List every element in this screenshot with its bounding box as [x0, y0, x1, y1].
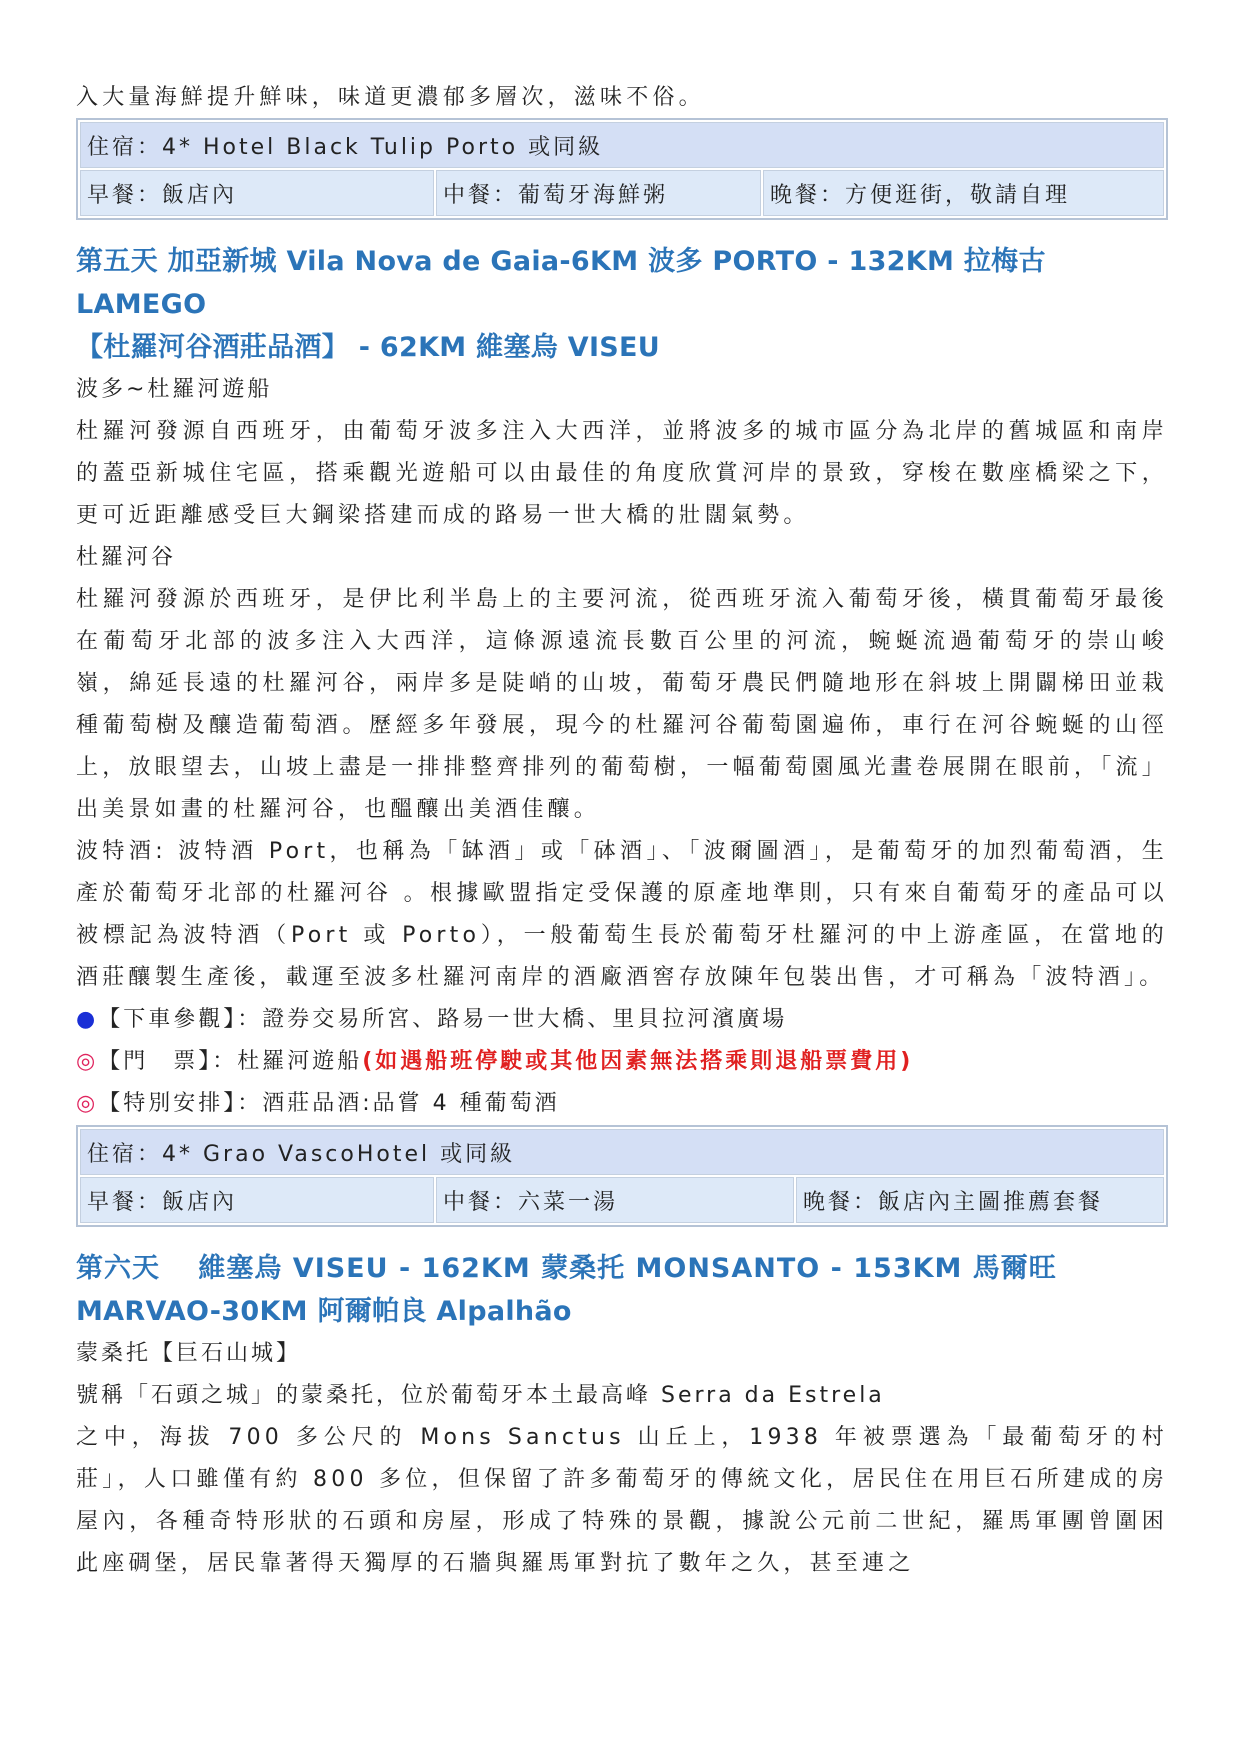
- bullet-ticket-note: (如遇船班停駛或其他因素無法搭乘則退船票費用): [362, 1049, 914, 1074]
- day5-bullet-special: [76, 1083, 1168, 1125]
- day6-text: 之中，海拔 700 多公尺的 Mons Sanctus 山丘上，1938 年被票選為「最葡萄牙的村莊」，人口雖僅有約 800 多位，但保留了許多葡萄牙的傳統文化，居民住在用巨石所建成的房屋內，各種奇特形狀的石頭和房屋，形成了特殊的景觀，據說公元前二世紀，羅馬軍團曾圍困此座碉堡，居民靠著得天獨厚的石牆與羅馬軍對抗了數年之久，甚至連之: [76, 1425, 1168, 1576]
- day5-section1-title: 波多~杜羅河遊船: [76, 377, 273, 402]
- bullet-ticket-text: 【門 票】：杜羅河遊船: [98, 1049, 363, 1074]
- day6-title-line2: MARVAO-30KM 阿爾帕良 Alpalhão: [76, 1296, 572, 1327]
- day5-bullet-visit: [76, 999, 1168, 1041]
- bullet-ring-icon: ◎: [76, 1091, 99, 1116]
- bullet-visit-text: 【下車參觀】：證券交易所宮、路易一世大橋、里貝拉河濱廣場: [98, 1007, 788, 1032]
- bullet-special-text: 【特別安排】：酒莊品酒:品嘗 4 種葡萄酒: [98, 1091, 560, 1116]
- itinerary-page: [76, 78, 1168, 1585]
- bullet-dot-icon: ●: [76, 1007, 99, 1032]
- day5-section2-text: 杜羅河發源於西班牙，是伊比利半島上的主要河流，從西班牙流入葡萄牙後，橫貫葡萄牙最後在葡萄牙北部的波多注入大西洋，這條源遠流長數百公里的河流，蜿蜒流過葡萄牙的崇山峻嶺，綿延長遠的杜羅河谷，兩岸多是陡峭的山坡，葡萄牙農民們隨地形在斜坡上開闢梯田並栽種葡萄樹及釀造葡萄酒。歷經多年發展，現今的杜羅河谷葡萄園遍佈，車行在河谷蜿蜒的山徑上，放眼望去，山坡上盡是一排排整齊排列的葡萄樹，一幅葡萄園風光畫卷展開在眼前，「流」出美景如畫的杜羅河谷，也醞釀出美酒佳釀。: [76, 587, 1168, 822]
- day4-dinner: 晚餐：方便逛街，敬請自理: [763, 170, 1164, 216]
- bullet-ring-icon: ◎: [76, 1049, 99, 1074]
- day6-line-a: 號稱「石頭之城」的蒙桑托，位於葡萄牙本土最高峰 Serra da Estrela: [76, 1383, 885, 1408]
- day4-lunch: 中餐：葡萄牙海鮮粥: [436, 170, 761, 216]
- day5-section2-title: 杜羅河谷: [76, 545, 177, 570]
- intro-line: 入大量海鮮提升鮮味，味道更濃郁多層次，滋味不俗。: [76, 85, 705, 110]
- day6-title-line1: 第六天 維塞烏 VISEU - 162KM 蒙桑托 MONSANTO - 153KM 馬爾旺: [76, 1253, 1057, 1284]
- day5-breakfast: 早餐：飯店內: [80, 1177, 434, 1223]
- day4-accommodation-table: [76, 118, 1168, 220]
- day5-section1-text: 杜羅河發源自西班牙，由葡萄牙波多注入大西洋，並將波多的城市區分為北岸的舊城區和南岸的蓋亞新城住宅區，搭乘觀光遊船可以由最佳的角度欣賞河岸的景致，穿梭在數座橋梁之下，更可近距離感受巨大鋼梁搭建而成的路易一世大橋的壯闊氣勢。: [76, 419, 1168, 528]
- day5-port-text: 波特酒: 波特酒 Port，也稱為「缽酒」或「砵酒」、「波爾圖酒」，是葡萄牙的加烈葡萄酒，生 產於葡萄牙北部的杜羅河谷 。根據歐盟指定受保護的原產地準則，只有來自葡萄牙的產品可以被標記為波特酒（Port 或 Porto），一般葡萄生長於葡萄牙杜羅河的中上游產區，在當地的酒莊釀製生產後，載運至波多杜羅河南岸的酒廠酒窖存放陳年包裝出售，才可稱為「波特酒」。: [76, 839, 1168, 990]
- day6-section-title: 蒙桑托【巨石山城】: [76, 1341, 302, 1366]
- day5-stay: 住宿：4* Grao VascoHotel 或同級: [80, 1129, 1164, 1175]
- day5-title-line2: 【杜羅河谷酒莊品酒】 - 62KM 維塞烏 VISEU: [76, 332, 661, 363]
- day5-bullet-ticket: [76, 1041, 1168, 1083]
- day5-dinner: 晚餐：飯店內主圖推薦套餐: [796, 1177, 1164, 1223]
- day4-stay: 住宿：4* Hotel Black Tulip Porto 或同級: [80, 122, 1164, 168]
- day5-title-line1: 第五天 加亞新城 Vila Nova de Gaia-6KM 波多 PORTO - 132KM 拉梅古 LAMEGO: [76, 246, 1046, 320]
- day5-lunch: 中餐：六菜一湯: [436, 1177, 794, 1223]
- day5-accommodation-table: [76, 1125, 1168, 1227]
- day4-breakfast: 早餐：飯店內: [80, 170, 434, 216]
